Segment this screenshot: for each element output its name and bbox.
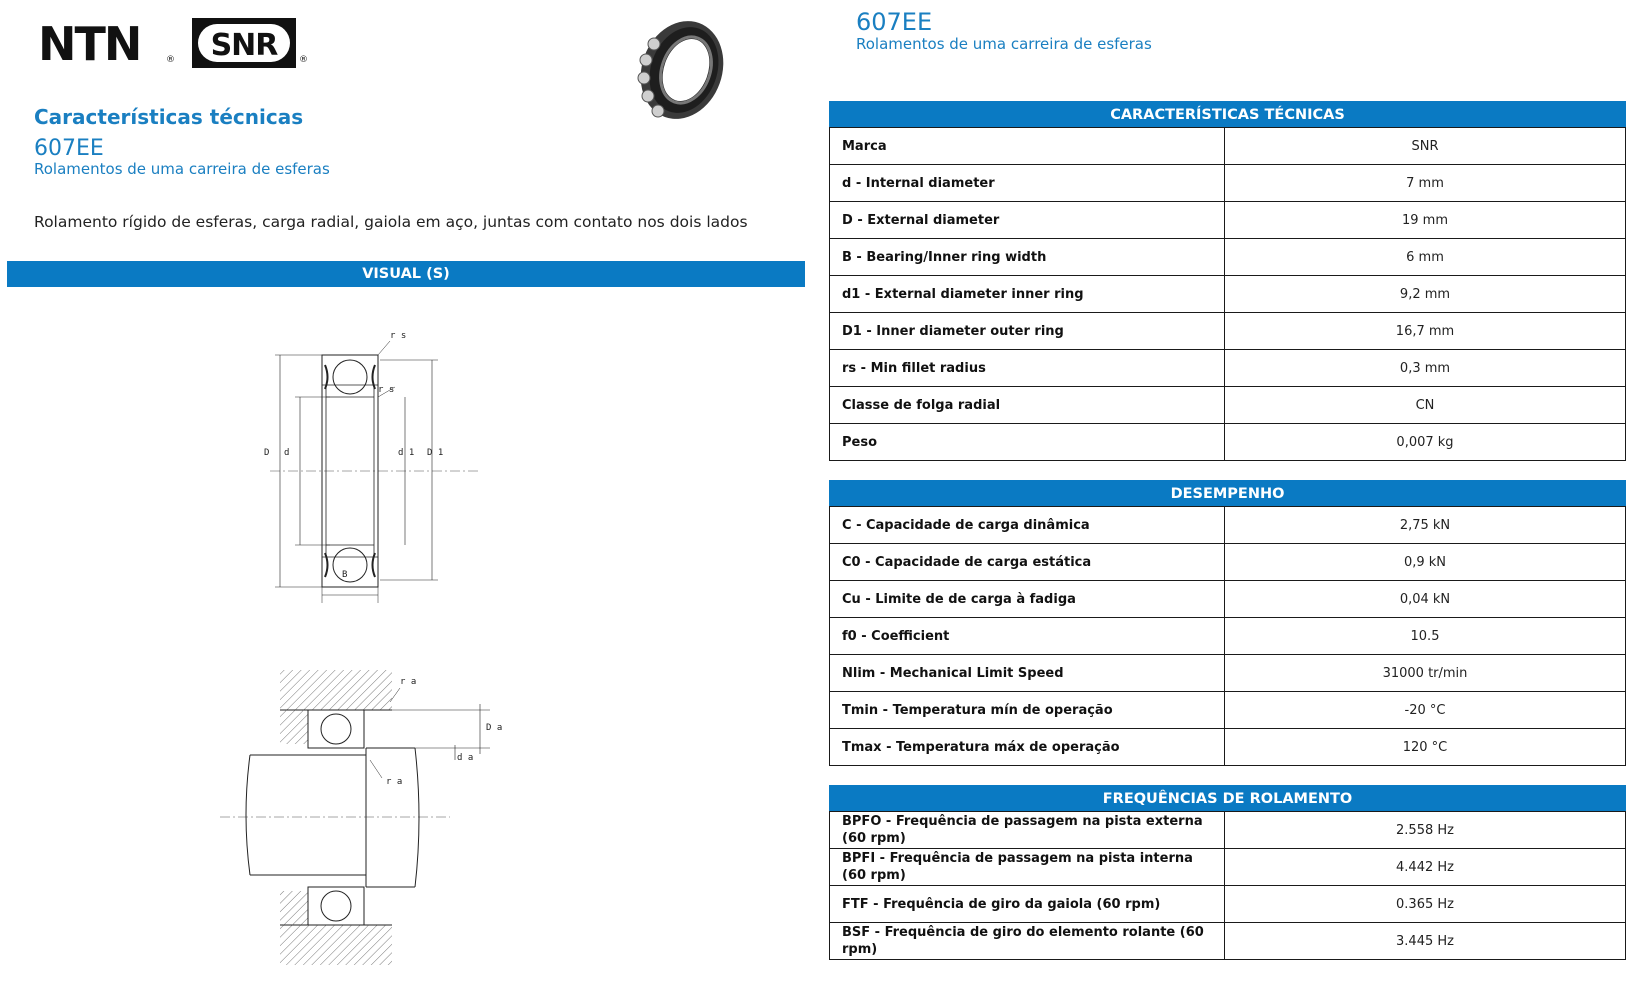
spec-value: 16,7 mm <box>1225 313 1626 350</box>
snr-registered-mark: ® <box>299 55 308 65</box>
label-rs-inner: r s <box>378 385 395 395</box>
spec-value: 2,75 kN <box>1225 507 1626 544</box>
table-row <box>830 239 1626 276</box>
table-row <box>830 276 1626 313</box>
table-row <box>830 729 1626 766</box>
visual-section-header: VISUAL (S) <box>7 261 805 287</box>
label-ra-shaft: r a <box>386 777 403 787</box>
table-row <box>830 849 1626 886</box>
spec-label: Cu - Limite de de carga à fadiga <box>830 581 1225 618</box>
spec-value: CN <box>1225 387 1626 424</box>
spec-label: Tmin - Temperatura mín de operação <box>830 692 1225 729</box>
spec-label: rs - Min fillet radius <box>830 350 1225 387</box>
label-B: B <box>342 570 348 580</box>
table-row <box>830 350 1626 387</box>
spec-value: 10.5 <box>1225 618 1626 655</box>
spec-label: Classe de folga radial <box>830 387 1225 424</box>
spec-label: Nlim - Mechanical Limit Speed <box>830 655 1225 692</box>
bearing-mounting-drawing <box>250 670 540 970</box>
spec-value: 19 mm <box>1225 202 1626 239</box>
spec-value: 0,9 kN <box>1225 544 1626 581</box>
bearing-cross-section-drawing <box>264 325 490 620</box>
spec-label: BSF - Frequência de giro do elemento rolante (60 rpm) <box>830 923 1225 960</box>
spec-value: 4.442 Hz <box>1225 849 1626 886</box>
label-rs-top: r s <box>390 331 407 341</box>
label-d: d <box>284 448 290 458</box>
spec-label: BPFI - Frequência de passagem na pista interna (60 rpm) <box>830 849 1225 886</box>
table-row <box>830 507 1626 544</box>
table-row <box>830 387 1626 424</box>
spec-label: FTF - Frequência de giro da gaiola (60 rpm) <box>830 886 1225 923</box>
product-code: 607EE <box>34 136 104 161</box>
performance-section <box>829 480 1626 766</box>
spec-label: C - Capacidade de carga dinâmica <box>830 507 1225 544</box>
page-title: Características técnicas <box>34 105 304 129</box>
spec-value: 7 mm <box>1225 165 1626 202</box>
spec-value: 31000 tr/min <box>1225 655 1626 692</box>
right-product-code: 607EE <box>856 8 933 36</box>
product-description: Rolamento rígido de esferas, carga radial, gaiola em aço, juntas com contato nos dois lados <box>34 213 748 231</box>
spec-value: 0,04 kN <box>1225 581 1626 618</box>
spec-label: d1 - External diameter inner ring <box>830 276 1225 313</box>
technical-section <box>829 101 1626 461</box>
spec-value: 0,3 mm <box>1225 350 1626 387</box>
table-row <box>830 313 1626 350</box>
performance-section-header: DESEMPENHO <box>829 480 1626 506</box>
spec-value: 120 °C <box>1225 729 1626 766</box>
spec-label: d - Internal diameter <box>830 165 1225 202</box>
table-row <box>830 923 1626 960</box>
table-row <box>830 618 1626 655</box>
spec-label: D - External diameter <box>830 202 1225 239</box>
spec-label: Marca <box>830 128 1225 165</box>
table-row <box>830 128 1626 165</box>
bearing-product-image <box>632 16 728 124</box>
table-row <box>830 812 1626 849</box>
technical-section-header: CARACTERÍSTICAS TÉCNICAS <box>829 101 1626 127</box>
spec-label: C0 - Capacidade de carga estática <box>830 544 1225 581</box>
right-product-type: Rolamentos de uma carreira de esferas <box>856 35 1152 53</box>
snr-logo-text: SNR <box>210 28 278 63</box>
performance-table <box>829 506 1626 766</box>
spec-value: 3.445 Hz <box>1225 923 1626 960</box>
spec-value: -20 °C <box>1225 692 1626 729</box>
spec-label: Peso <box>830 424 1225 461</box>
spec-label: BPFO - Frequência de passagem na pista externa (60 rpm) <box>830 812 1225 849</box>
product-type: Rolamentos de uma carreira de esferas <box>34 160 330 178</box>
spec-label: Tmax - Temperatura máx de operação <box>830 729 1225 766</box>
technical-table <box>829 127 1626 461</box>
table-row <box>830 581 1626 618</box>
frequencies-section-header: FREQUÊNCIAS DE ROLAMENTO <box>829 785 1626 811</box>
spec-label: B - Bearing/Inner ring width <box>830 239 1225 276</box>
snr-logo <box>192 18 308 70</box>
label-D1: D 1 <box>427 448 444 458</box>
spec-value: 0.365 Hz <box>1225 886 1626 923</box>
spec-value: 2.558 Hz <box>1225 812 1626 849</box>
spec-value: 6 mm <box>1225 239 1626 276</box>
frequencies-section <box>829 785 1626 960</box>
label-ra-top: r a <box>400 677 417 687</box>
label-D: D <box>264 448 270 458</box>
spec-value: 9,2 mm <box>1225 276 1626 313</box>
ntn-registered-mark: ® <box>166 55 175 65</box>
table-row <box>830 202 1626 239</box>
table-row <box>830 424 1626 461</box>
frequencies-table <box>829 811 1626 960</box>
spec-value: 0,007 kg <box>1225 424 1626 461</box>
spec-value: SNR <box>1225 128 1626 165</box>
label-da: d a <box>457 753 474 763</box>
table-row <box>830 165 1626 202</box>
table-row <box>830 655 1626 692</box>
label-Da: D a <box>486 723 503 733</box>
table-row <box>830 544 1626 581</box>
ntn-logo <box>38 17 175 71</box>
table-row <box>830 886 1626 923</box>
spec-label: f0 - Coefficient <box>830 618 1225 655</box>
label-d1: d 1 <box>398 448 415 458</box>
table-row <box>830 692 1626 729</box>
ntn-logo-text: NTN <box>38 17 141 71</box>
spec-label: D1 - Inner diameter outer ring <box>830 313 1225 350</box>
